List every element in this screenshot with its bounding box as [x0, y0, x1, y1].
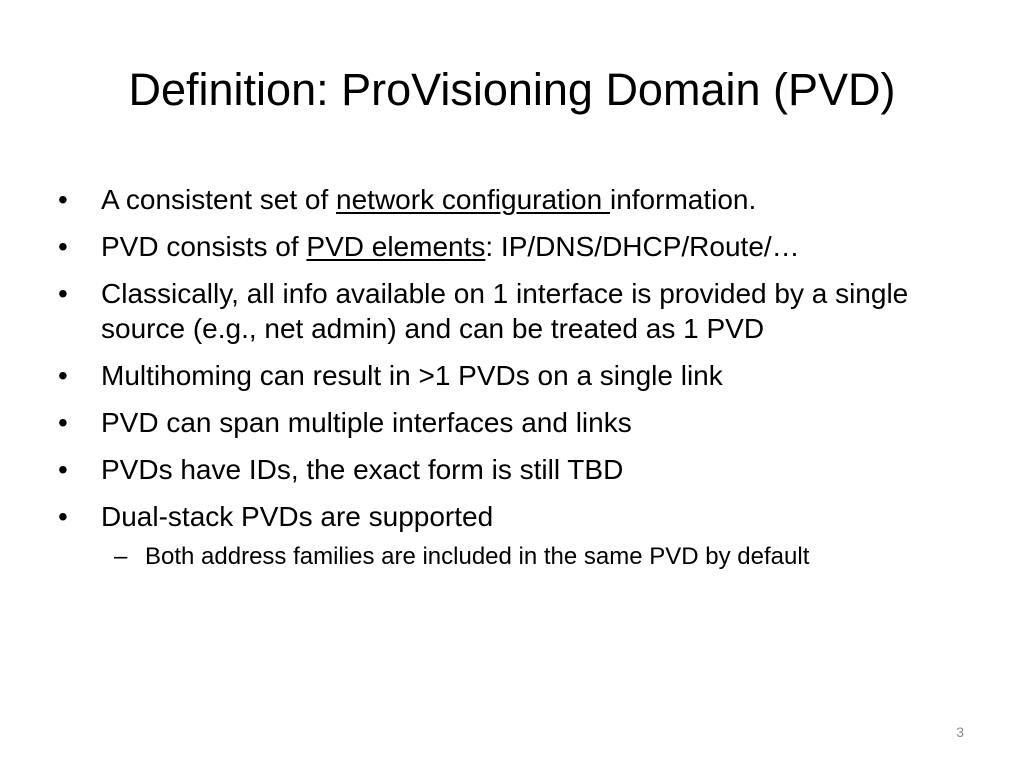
sub-bullet-item: [101, 540, 925, 573]
bullet-item: [58, 358, 958, 393]
bullet-text-post: : IP/DNS/DHCP/Route/…: [485, 231, 800, 262]
bullet-list: [58, 182, 958, 585]
slide-title: Definition: ProVisioning Domain (PVD): [128, 64, 896, 115]
bullet-item: [58, 276, 958, 346]
bullet-marker-icon: •: [58, 360, 68, 391]
sub-bullet-list: [101, 540, 958, 573]
bullet-marker-icon: •: [58, 501, 68, 532]
bullet-text: PVDs have IDs, the exact form is still TBD: [101, 454, 624, 485]
sub-bullet-text: Both address families are included in the same PVD by default: [145, 543, 810, 570]
bullet-marker-icon: •: [58, 407, 68, 438]
bullet-text-pre: PVD consists of: [101, 231, 307, 262]
bullet-item: [58, 182, 958, 217]
bullet-text: PVD can span multiple interfaces and links: [101, 407, 632, 438]
bullet-text: Multihoming can result in >1 PVDs on a single link: [101, 360, 723, 391]
bullet-item: [58, 405, 958, 440]
bullet-text: Classically, all info available on 1 interface is provided by a single source (e.g., net admin) and can be treated as 1 PVD: [101, 278, 909, 344]
bullet-marker-icon: •: [58, 231, 68, 262]
bullet-text-pre: A consistent set of: [101, 184, 337, 215]
bullet-text-underlined: network configuration: [336, 184, 610, 215]
slide-number: 3: [956, 724, 964, 740]
bullet-item: [58, 452, 958, 487]
bullet-text-underlined: PVD elements: [306, 231, 486, 262]
bullet-item: [58, 229, 958, 264]
bullet-marker-icon: •: [58, 184, 68, 215]
bullet-text-post: information.: [609, 184, 757, 215]
bullet-marker-icon: •: [58, 454, 68, 485]
bullet-text: Dual-stack PVDs are supported: [101, 501, 494, 532]
dash-marker-icon: –: [114, 543, 128, 570]
bullet-marker-icon: •: [58, 278, 68, 309]
bullet-item: [58, 499, 958, 573]
